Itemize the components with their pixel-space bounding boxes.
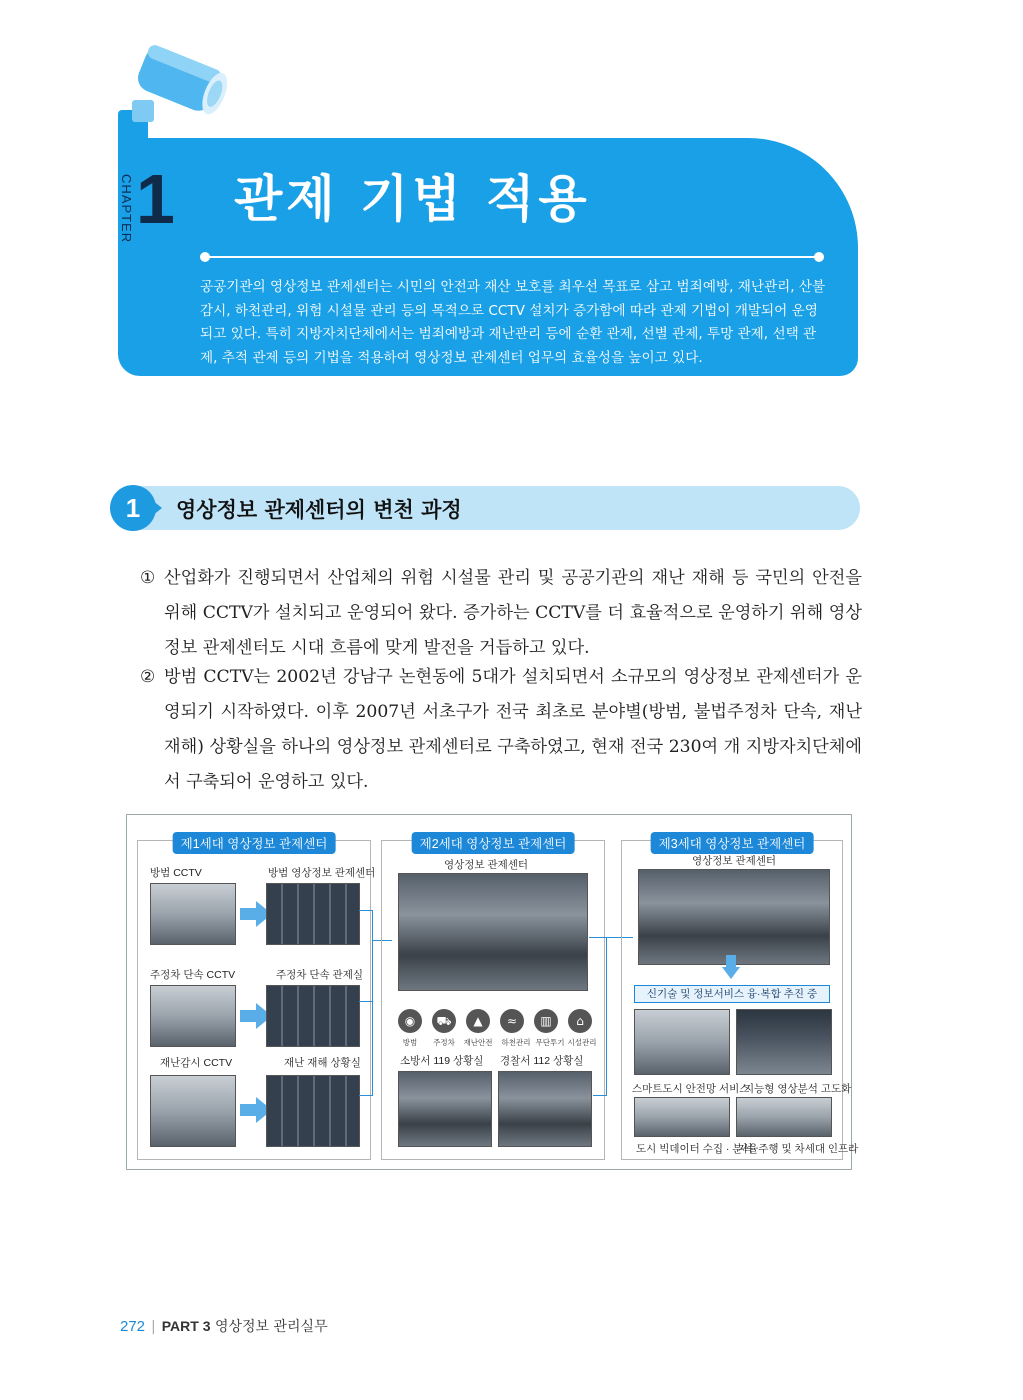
generation-1-panel <box>137 837 376 1160</box>
chapter-divider <box>204 256 820 258</box>
police-room-photo <box>498 1071 592 1147</box>
chapter-number: 1 <box>136 160 175 238</box>
connector-line <box>593 1095 607 1096</box>
connector-line <box>372 910 373 1096</box>
paragraph-2 <box>140 660 862 800</box>
gen1-row3-right-label: 재난 재해 상황실 <box>284 1057 361 1069</box>
river-icon: ≈ <box>500 1009 524 1033</box>
paragraph-text: 산업화가 진행되면서 산업체의 위험 시설물 관리 및 공공기관의 재난 재해 등 국민의 안전을 위해 CCTV가 설치되고 운영되어 왔다. 증가하는 CCTV를 더 효율적으로 운영하기 위해 영상정보 관제센터도 시대 흐름에 맞게 발전을 거듭하고 있다. <box>164 568 862 658</box>
connector-line <box>359 1001 373 1002</box>
gen3-item-4: 자율주행 및 차세대 인프라 <box>738 1143 859 1155</box>
trash-icon: ▥ <box>534 1009 558 1033</box>
gen1-row2-right-label: 주정차 단속 관제실 <box>276 969 363 981</box>
page-footer: 272 | PART 3 영상정보 관리실무 <box>120 1318 328 1335</box>
connector-line <box>359 1095 373 1096</box>
autonomous-car-photo <box>736 1097 832 1137</box>
fire-station-room-photo <box>398 1071 492 1147</box>
generation-3-title: 제3세대 영상정보 관제센터 <box>651 832 814 854</box>
part-title: 영상정보 관리실무 <box>214 1319 328 1335</box>
big-data-diagram-photo <box>634 1097 730 1137</box>
disaster-cctv-photo <box>150 1075 236 1147</box>
new-technology-banner: 신기술 및 정보서비스 융·복합 추진 중 <box>634 985 830 1003</box>
chapter-intro: 공공기관의 영상정보 관제센터는 시민의 안전과 재산 보호를 최우선 목표로 삼고 범죄예방, 재난관리, 산불감시, 하천관리, 위험 시설물 관리 등의 목적으로 CCTV 설치가 증가함에 따라 관제 기법이 개발되어 운영되고 있다. 특히 지방자치단체에서는 범죄예방과 재난관리 등에 순환 관제, 선별 관제, 투망 관제, 선택 관제, 추적 관제 등의 기법을 적용하여 영상정보 관제센터 업무의 효율성을 높이고 있다. <box>200 279 826 366</box>
gen3-item-2: 지능형 영상분석 고도화 <box>744 1083 852 1095</box>
generation-2-panel <box>381 837 605 1160</box>
gen1-row2-left-label: 주정차 단속 CCTV <box>150 969 236 981</box>
paragraph-marker: ① <box>140 568 156 588</box>
gen1-row1-left-label: 방범 CCTV <box>150 867 202 879</box>
gen1-row3-left-label: 재난감시 CCTV <box>160 1057 233 1069</box>
gen3-item-1: 스마트도시 안전망 서비스 <box>632 1083 750 1095</box>
category-label: 하천관리 <box>501 1038 531 1047</box>
connector-line <box>359 910 373 911</box>
cctv-camera-icon <box>118 40 238 150</box>
paragraph-text: 방범 CCTV는 2002년 강남구 논현동에 5대가 설치되면서 소규모의 영상정보 관제센터가 운영되기 시작하였다. 이후 2007년 서초구가 전국 최초로 분야별(방범, 불법주정차 단속, 재난 재해) 상황실을 하나의 영상정보 관제센터로 구축하였고, 현재 전국 230여 개 지방자치단체에서 구축되어 운영하고 있다. <box>164 667 862 792</box>
page-number: 272 <box>120 1318 146 1335</box>
disaster-room-photo <box>266 1075 360 1147</box>
integrated-center-photo <box>398 873 588 991</box>
gen2-fire-room-label: 소방서 119 상황실 <box>400 1055 484 1067</box>
section-number: 1 <box>110 485 156 531</box>
category-icons <box>392 1009 597 1047</box>
category-label: 무단투기 <box>535 1038 565 1047</box>
part-label: PART 3 <box>161 1318 211 1334</box>
cctv-generations-figure <box>126 814 859 1170</box>
paragraph-1 <box>140 561 862 666</box>
gen2-center-label: 영상정보 관제센터 <box>444 859 529 871</box>
car-icon: ⛟ <box>432 1009 456 1033</box>
control-room-photo <box>266 883 360 945</box>
section-arrow-icon <box>152 500 162 516</box>
chapter-title: 관제 기법 적용 <box>234 170 591 228</box>
category-label: 시설관리 <box>567 1038 597 1047</box>
gen3-center-label: 영상정보 관제센터 <box>692 855 777 867</box>
generation-1-title: 제1세대 영상정보 관제센터 <box>173 832 336 854</box>
parking-cctv-photo <box>150 985 236 1047</box>
connector-line <box>606 937 607 1096</box>
paragraph-marker: ② <box>140 667 156 687</box>
gen1-row1-right-label: 방범 영상정보 관제센터 <box>268 867 376 879</box>
smart-center-photo <box>638 869 830 965</box>
parking-control-photo <box>266 985 360 1047</box>
generation-3-panel <box>621 837 859 1160</box>
section-title: 영상정보 관제센터의 변천 과정 <box>176 498 462 522</box>
chapter-label: CHAPTER <box>119 174 134 244</box>
arrow-down-icon <box>722 967 740 979</box>
category-label: 방범 <box>402 1038 418 1047</box>
house-icon: ⌂ <box>568 1009 592 1033</box>
cctv-icon: ◉ <box>398 1009 422 1033</box>
fire-icon: ▲ <box>466 1009 490 1033</box>
cctv-pole-photo <box>150 883 236 945</box>
video-analytics-photo <box>736 1009 832 1075</box>
gen2-police-room-label: 경찰서 112 상황실 <box>500 1055 584 1067</box>
category-label: 재난안전 <box>463 1038 493 1047</box>
smart-city-map-photo <box>634 1009 730 1075</box>
category-label: 주정차 <box>433 1038 455 1047</box>
gen3-item-3: 도시 빅데이터 수집 · 분석 <box>636 1143 753 1155</box>
generation-2-title: 제2세대 영상정보 관제센터 <box>412 832 575 854</box>
